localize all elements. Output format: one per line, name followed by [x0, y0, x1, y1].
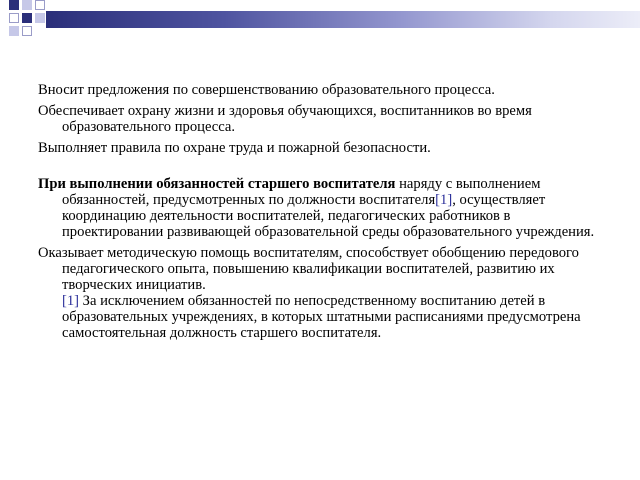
- paragraph-labor-rules: Выполняет правила по охране труда и пожарной безопасности.: [38, 140, 431, 156]
- footnote-text: За исключением обязанностей по непосредственному воспитанию детей в образовательных учреждениях, в которых штатными расписаниями предусмотрена самостоятельная должность старшего воспитателя.: [62, 293, 581, 341]
- deco-square: [35, 13, 45, 23]
- senior-duties-text-a: наряду с выполнением обязанностей, предусмотренных по должности воспитателя: [62, 176, 541, 208]
- footnote-marker[interactable]: [1]: [62, 293, 80, 309]
- deco-square: [22, 13, 32, 23]
- deco-square: [35, 0, 45, 10]
- slide-header-decoration: [0, 0, 640, 40]
- deco-square: [9, 0, 19, 10]
- senior-duties-text-b: , осуществляет координацию деятельности воспитателей, педагогических работников в проектировании развивающей образовательной среды образовательного учреждения.: [62, 192, 595, 240]
- paragraph-senior-duties: [38, 176, 608, 240]
- header-gradient-band: [46, 11, 640, 28]
- deco-square: [22, 26, 32, 36]
- senior-duties-heading: При выполнении обязанностей старшего воспитателя: [38, 176, 396, 192]
- methodical-help-text: Оказывает методическую помощь воспитателям, способствует обобщению передового педагогического опыта, повышению квалификации воспитателей, развитию их творческих инициатив.: [38, 245, 579, 293]
- paragraph-methodical-help: [38, 245, 608, 341]
- deco-square: [22, 0, 32, 10]
- slide-body: [38, 82, 608, 346]
- deco-square: [9, 13, 19, 23]
- footnote-reference[interactable]: [1]: [435, 192, 453, 208]
- deco-square: [9, 26, 19, 36]
- paragraph-proposals: Вносит предложения по совершенствованию образовательного процесса.: [38, 82, 495, 98]
- paragraph-safety: Обеспечивает охрану жизни и здоровья обучающихся, воспитанников во время образовательного процесса.: [38, 103, 532, 135]
